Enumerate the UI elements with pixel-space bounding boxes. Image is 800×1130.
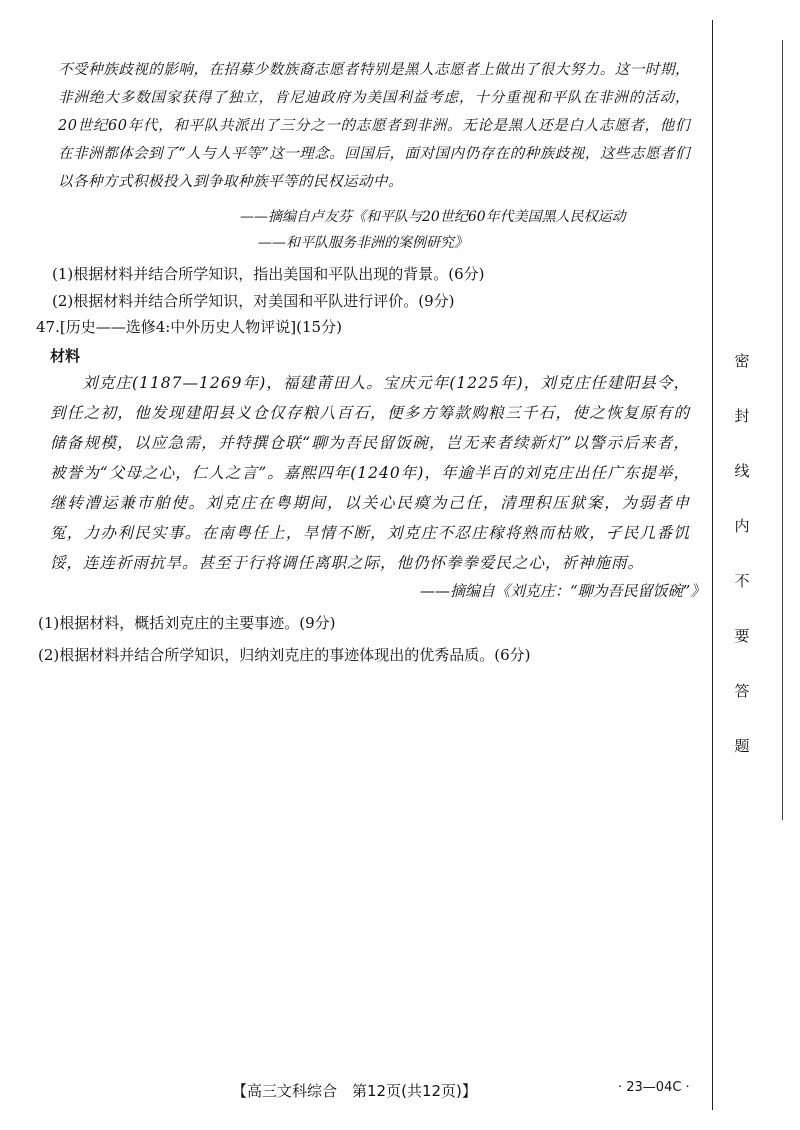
material-47-text — [50, 368, 690, 578]
question-47-sub-2: (2)根据材料并结合所学知识，归纳刘克庄的事迹体现出的优秀品质。(6分) — [38, 646, 531, 664]
binding-char: 不 — [734, 572, 750, 590]
source-line-1: ——摘编自卢友芬《和平队与20世纪60年代美国黑人民权运动 — [240, 209, 626, 225]
binding-notice — [730, 350, 754, 790]
question-47-sub-1: (1)根据材料，概括刘克庄的主要事迹。(9分) — [38, 614, 336, 632]
question-46-sub-2: (2)根据材料并结合所学知识，对美国和平队进行评价。(9分) — [52, 292, 455, 310]
source-line-2: ——和平队服务非洲的案例研究》 — [258, 235, 468, 251]
binding-line — [712, 20, 713, 1110]
binding-char: 密 — [734, 352, 750, 370]
binding-char: 要 — [734, 627, 750, 645]
binding-char: 线 — [734, 462, 750, 480]
binding-char: 题 — [734, 737, 750, 755]
material-continuation: 不受种族歧视的影响，在招募少数族裔志愿者特别是黑人志愿者上做出了很大努力。这一时期，非洲绝大多数国家获得了独立，肯尼迪政府为美国利益考虑，十分重视和平队在非洲的活动，20世纪60年代，和平队共派出了三分之一的志愿者到非洲。无论是黑人还是白人志愿者，他们在非洲都体会到了“人与人平等”这一理念。回国后，面对国内仍存在的种族歧视，这些志愿者们以各种方式积极投入到争取种族平等的民权运动中。 — [58, 62, 690, 190]
material-source-47: ——摘编自《刘克庄：“聊为吾民留饭碗”》 — [420, 582, 706, 600]
material-47-body: 刘克庄(1187—1269年)，福建莆田人。宝庆元年(1225年)，刘克庄任建阳县令，到任之初，他发现建阳县义仓仅存粮八百石，便多方筹款购粮三千石，使之恢复原有的储备规模，以应急需，并特撰仓联“聊为吾民留饭碗，岂无来者续新灯”以警示后来者，被誉为“父母之心，仁人之言”。嘉熙四年(1240年)，年逾半百的刘克庄出任广东提举，继转漕运兼市舶使。刘克庄在粤期间，以关心民瘼为己任，清理积压狱案，为弱者申冤，力办利民实事。在南粤任上，旱情不断，刘克庄不忍庄稼将熟而枯败，孑民几番饥馁，连连祈雨抗旱。甚至于行将调任离职之际，他仍怀拳拳爱民之心，祈神施雨。 — [50, 374, 690, 572]
material-label: 材料 — [50, 347, 81, 365]
material-source-46 — [240, 204, 700, 256]
binding-char: 答 — [734, 682, 750, 700]
binding-line-outer — [782, 40, 783, 820]
paper-code: · 23—04C · — [618, 1080, 690, 1095]
question-46-sub-1: (1)根据材料并结合所学知识，指出美国和平队出现的背景。(6分) — [52, 265, 485, 283]
binding-char: 封 — [734, 407, 750, 425]
page-footer: 【高三文科综合 第12页(共12页)】 — [232, 1082, 477, 1100]
binding-char: 内 — [734, 517, 750, 535]
question-47-heading: 47.[历史——选修4:中外历史人物评说](15分) — [36, 318, 342, 336]
